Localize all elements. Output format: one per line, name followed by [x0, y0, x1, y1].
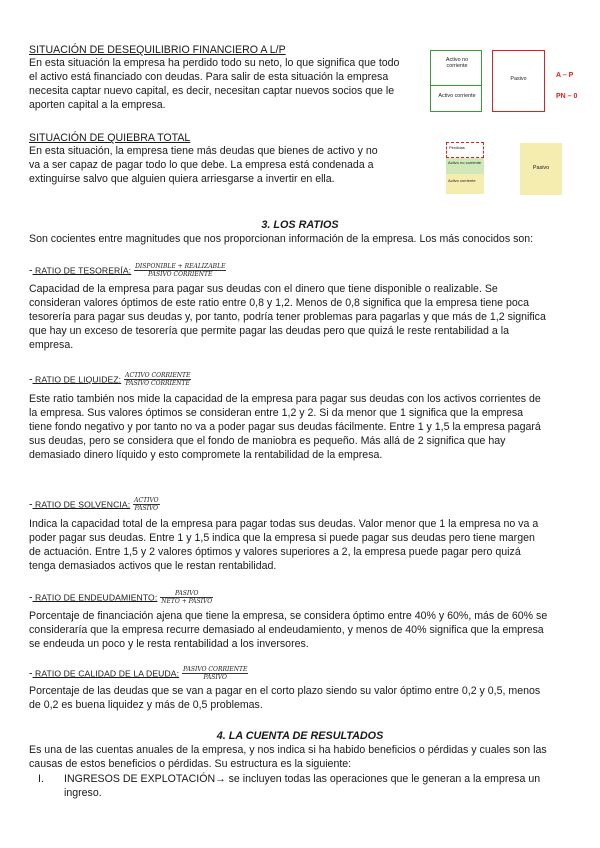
- pasivo-label: Pasivo: [510, 76, 527, 82]
- formula-denominator: PASIVO CORRIENTE: [148, 271, 213, 278]
- paragraph-line: consideraría que la empresa recurre demasiado al endeudamiento, y menos de 40% significa que la empresa: [29, 624, 544, 636]
- arrow-icon: →: [215, 773, 226, 785]
- perdidas-cell: [446, 142, 484, 158]
- cuenta-heading: 4. LA CUENTA DE RESULTADOS: [216, 730, 384, 742]
- relation-pn-0: PN – 0: [556, 93, 578, 100]
- paragraph-line: causas de estos beneficios o pérdidas. Su estructura es la siguiente:: [29, 758, 352, 770]
- ratio-tesoreria-header: [29, 263, 571, 278]
- list-item-title: INGRESOS DE EXPLOTACIÓN: [64, 773, 216, 785]
- ratio-endeudamiento-label: RATIO DE ENDEUDAMIENTO:: [32, 592, 158, 603]
- bullet-dash: -: [29, 498, 33, 511]
- perdidas-label: Pérdidas: [449, 145, 465, 150]
- formula-denominator: PASIVO: [134, 505, 159, 512]
- activo-box: [430, 50, 482, 112]
- ratio-calidad-label: RATIO DE CALIDAD DE LA DEUDA:: [32, 668, 180, 679]
- quiebra-line: va a ser capaz de pagar todo lo que debe. La empresa está condenada a: [29, 159, 374, 171]
- ratio-endeudamiento-formula: [160, 590, 213, 605]
- ratio-solvencia-label: RATIO DE SOLVENCIA:: [32, 499, 131, 510]
- paragraph-line: que hay un exceso de tesorería que permite pagar las deudas pero que quizá le reste rentabilidad a la: [29, 325, 509, 337]
- quiebra-title: SITUACIÓN DE QUIEBRA TOTAL: [29, 132, 191, 144]
- desequilibrio-line: necesita captar nuevo capital, es decir, necesitan captar nuevos socios que le: [29, 85, 395, 97]
- ratio-endeudamiento-header: [29, 590, 571, 605]
- ratio-liquidez-label: RATIO DE LIQUIDEZ:: [32, 374, 122, 385]
- formula-denominator: PASIVO: [203, 674, 227, 681]
- ratio-solvencia-formula: [133, 497, 159, 512]
- activo-stack: [446, 142, 484, 194]
- list-marker: I.: [38, 773, 44, 785]
- paragraph-line: Es una de las cuentas anuales de la empresa, y nos indica si ha habido beneficios o pérdidas y cuales son las: [29, 744, 547, 756]
- paragraph-line: empresa.: [29, 339, 74, 351]
- activo-corriente-label: Activo corriente: [448, 178, 476, 183]
- ratios-heading: 3. LOS RATIOS: [261, 219, 339, 231]
- paragraph-line: tenga demasiados activos que le restan rentabilidad.: [29, 560, 277, 572]
- paragraph-line: de 0,2 es buena liquidez y más de 0,5 problemas.: [29, 699, 263, 711]
- pasivo-label: Pasivo: [532, 165, 550, 171]
- ratio-tesoreria-label: RATIO DE TESORERÍA:: [32, 265, 132, 276]
- quiebra-line: extinguirse salvo que alguien quiera arriesgarse a invertir en ella.: [29, 173, 335, 185]
- paragraph-line: Este ratio también nos mide la capacidad de la empresa para pagar sus deudas con los activos corrientes de: [29, 393, 541, 405]
- ratio-liquidez-formula: [124, 372, 191, 387]
- bullet-dash: -: [29, 591, 33, 604]
- formula-numerator: DISPONIBLE + REALIZABLE: [135, 263, 226, 270]
- paragraph-line: Indica la capacidad total de la empresa para pagar todas sus deudas. Valor menor que 1 la empresa no va a: [29, 518, 539, 530]
- bullet-dash: -: [29, 264, 33, 277]
- list-item-continuation: ingreso.: [64, 787, 102, 799]
- paragraph-line: Porcentaje de las deudas que se van a pagar en el corto plazo siendo su valor óptimo entre 0,2 y 0,5, menos: [29, 685, 541, 697]
- list-item: [64, 773, 574, 787]
- paragraph-line: consideran valores óptimos de este ratio entre 0,8 y 1,2. Menos de 0,8 significa que la empresa tiene poca: [29, 297, 529, 309]
- formula-numerator: ACTIVO CORRIENTE: [125, 372, 191, 379]
- ratio-calidad-header: [29, 666, 571, 681]
- desequilibrio-line: aporten capital a la empresa.: [29, 99, 166, 111]
- bullet-dash: -: [29, 667, 33, 680]
- pasivo-cell: [520, 143, 562, 195]
- paragraph-line: Capacidad de la empresa para pagar sus deudas con el dinero que tiene disponible o realizable. Se: [29, 283, 498, 295]
- paragraph-line: demasiado dinero líquido y esto compromete la rentabilidad de la empresa.: [29, 449, 383, 461]
- formula-numerator: ACTIVO: [134, 497, 159, 504]
- paragraph-line: tesorería para pagar sus deudas y, por tanto, podría tener problemas para pagarlas y que más de 1,2 significa: [29, 311, 546, 323]
- formula-numerator: PASIVO: [160, 590, 213, 598]
- formula-numerator: PASIVO CORRIENTE: [183, 666, 248, 673]
- activo-no-corriente-label: Activo no corriente: [445, 57, 469, 70]
- bullet-dash: -: [29, 373, 33, 386]
- formula-denominator: PASIVO CORRIENTE: [125, 380, 190, 387]
- pasivo-box: [492, 50, 545, 112]
- formula-denominator: NETO + PASIVO: [161, 598, 213, 605]
- activo-no-corriente-label: Activo no corriente: [448, 160, 482, 165]
- activo-no-corriente-cell: [446, 158, 484, 174]
- activo-corriente-cell: [446, 174, 484, 194]
- paragraph-line: Porcentaje de financiación ajena que tiene la empresa, se considera óptimo entre 40% y 60%, más de 60% se: [29, 610, 548, 622]
- desequilibrio-title: SITUACIÓN DE DESEQUILIBRIO FINANCIERO A L/P: [29, 44, 286, 56]
- paragraph-line: se endeuda un poco y le resta rentabilidad a los inversores.: [29, 638, 309, 650]
- relation-a-p: A – P: [556, 72, 574, 79]
- ratio-tesoreria-formula: [134, 263, 226, 278]
- paragraph-line: la empresa. Sus valores óptimos se consideran entre 1,2 y 2. Si da menor que 1 significa que la empresa: [29, 407, 524, 419]
- list-item-text: se incluyen todas las operaciones que le generan a la empresa un: [225, 773, 541, 785]
- desequilibrio-line: En esta situación la empresa ha perdido todo su neto, lo que significa que todo: [29, 57, 400, 69]
- paragraph-line: tiene fondo negativo y por tanto no va a poder pagar sus deudas fácilmente. Entre 1 y 1,5 la empresa pagará: [29, 421, 541, 433]
- quiebra-line: En esta situación, la empresa tiene más deudas que bienes de activo y no: [29, 145, 378, 157]
- ratio-calidad-formula: [182, 666, 248, 681]
- ratio-solvencia-header: [29, 497, 571, 512]
- ratios-intro: Son cocientes entre magnitudes que nos proporcionan información de la empresa. Los más conocidos son:: [29, 233, 534, 245]
- paragraph-line: de actuación. Entre 1,5 y 2 valores óptimos y valores superiores a 2, la empresa puede pagar pero quizá: [29, 546, 521, 558]
- desequilibrio-line: el activo está financiado con deudas. Para salir de esta situación la empresa: [29, 71, 389, 83]
- paragraph-line: sus deudas, pero se considera que el fondo de maniobra es pequeño. Más allá de 2 significa que hay: [29, 435, 506, 447]
- divider: [431, 85, 481, 86]
- ratio-liquidez-header: [29, 372, 571, 387]
- paragraph-line: poder pagar sus deudas. Entre 1 y 1,5 indica que la empresa si puede pagar sus deudas pero tiene margen: [29, 532, 535, 544]
- activo-corriente-label: Activo corriente: [438, 93, 476, 99]
